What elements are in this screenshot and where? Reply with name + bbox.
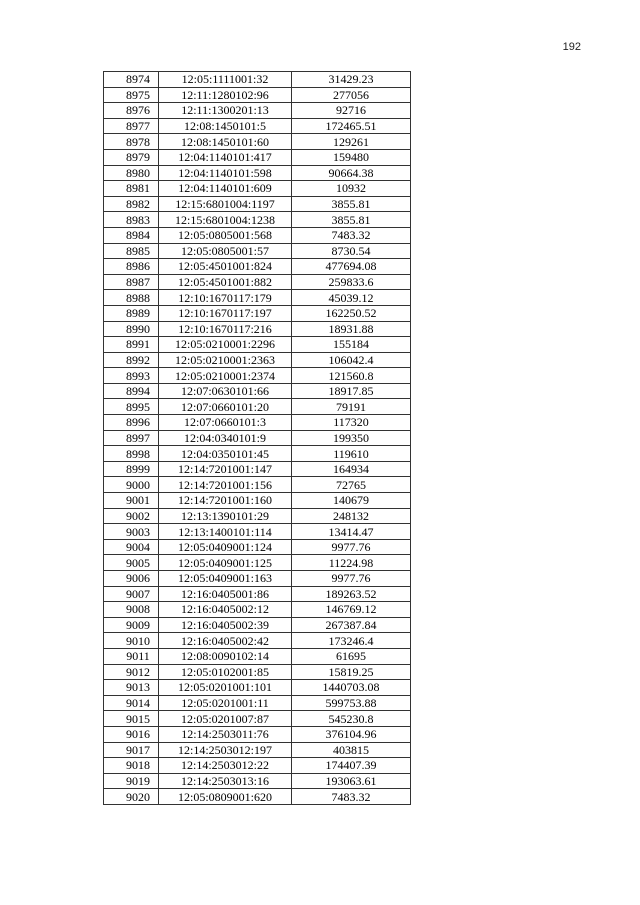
table-row [104,305,411,321]
row-number-cell: 8980 [104,165,159,181]
table-row [104,461,411,477]
value-cell: 11224.98 [292,555,411,571]
cadastral-number-cell: 12:04:1140101:598 [159,165,292,181]
value-cell: 61695 [292,648,411,664]
table-row [104,321,411,337]
cadastral-number-cell: 12:05:4501001:882 [159,274,292,290]
row-number-cell: 8985 [104,243,159,259]
table-row [104,118,411,134]
value-cell: 164934 [292,461,411,477]
row-number-cell: 8976 [104,103,159,119]
cadastral-number-cell: 12:14:7201001:156 [159,477,292,493]
row-number-cell: 8981 [104,181,159,197]
value-cell: 155184 [292,337,411,353]
cadastral-number-cell: 12:05:0809001:620 [159,789,292,805]
value-cell: 3855.81 [292,212,411,228]
row-number-cell: 9005 [104,555,159,571]
table-row [104,243,411,259]
table-row [104,680,411,696]
row-number-cell: 8977 [104,118,159,134]
value-cell: 545230.8 [292,711,411,727]
table-row [104,337,411,353]
row-number-cell: 9007 [104,586,159,602]
cadastral-number-cell: 12:05:0102001:85 [159,664,292,680]
value-cell: 72765 [292,477,411,493]
row-number-cell: 8975 [104,87,159,103]
row-number-cell: 9018 [104,758,159,774]
table-row [104,72,411,88]
table-row [104,773,411,789]
table-row [104,742,411,758]
value-cell: 376104.96 [292,726,411,742]
value-cell: 10932 [292,181,411,197]
table-row [104,555,411,571]
row-number-cell: 8988 [104,290,159,306]
table-row [104,586,411,602]
table-row [104,165,411,181]
row-number-cell: 8982 [104,196,159,212]
table-row [104,477,411,493]
value-cell: 599753.88 [292,695,411,711]
row-number-cell: 8990 [104,321,159,337]
value-cell: 8730.54 [292,243,411,259]
value-cell: 18931.88 [292,321,411,337]
cadastral-number-cell: 12:08:0090102:14 [159,648,292,664]
row-number-cell: 9020 [104,789,159,805]
row-number-cell: 9019 [104,773,159,789]
cadastral-number-cell: 12:14:2503011:76 [159,726,292,742]
value-cell: 9977.76 [292,539,411,555]
table-row [104,87,411,103]
table-row [104,617,411,633]
value-cell: 3855.81 [292,196,411,212]
cadastral-number-cell: 12:16:0405002:12 [159,602,292,618]
row-number-cell: 9004 [104,539,159,555]
value-cell: 121560.8 [292,368,411,384]
cadastral-number-cell: 12:05:0201001:11 [159,695,292,711]
row-number-cell: 9002 [104,508,159,524]
row-number-cell: 9017 [104,742,159,758]
row-number-cell: 8979 [104,149,159,165]
cadastral-number-cell: 12:05:0201001:101 [159,680,292,696]
cadastral-number-cell: 12:16:0405001:86 [159,586,292,602]
row-number-cell: 9015 [104,711,159,727]
row-number-cell: 9010 [104,633,159,649]
row-number-cell: 8984 [104,227,159,243]
value-cell: 117320 [292,415,411,431]
cadastral-number-cell: 12:14:2503012:22 [159,758,292,774]
value-cell: 140679 [292,493,411,509]
table-row [104,493,411,509]
value-cell: 119610 [292,446,411,462]
row-number-cell: 8995 [104,399,159,415]
table-row [104,368,411,384]
table-body [104,72,411,805]
row-number-cell: 8983 [104,212,159,228]
table-row [104,758,411,774]
table-row [104,399,411,415]
table-row [104,726,411,742]
value-cell: 267387.84 [292,617,411,633]
row-number-cell: 8993 [104,368,159,384]
data-table [103,71,411,805]
table-row [104,446,411,462]
value-cell: 189263.52 [292,586,411,602]
cadastral-number-cell: 12:05:0805001:568 [159,227,292,243]
row-number-cell: 8996 [104,415,159,431]
value-cell: 31429.23 [292,72,411,88]
table-row [104,648,411,664]
value-cell: 1440703.08 [292,680,411,696]
value-cell: 79191 [292,399,411,415]
cadastral-number-cell: 12:05:0805001:57 [159,243,292,259]
table-row [104,352,411,368]
cadastral-number-cell: 12:10:1670117:216 [159,321,292,337]
table-row [104,633,411,649]
table-row [104,212,411,228]
table-row [104,539,411,555]
value-cell: 146769.12 [292,602,411,618]
cadastral-number-cell: 12:14:2503013:16 [159,773,292,789]
cadastral-number-cell: 12:07:0630101:66 [159,383,292,399]
row-number-cell: 9006 [104,571,159,587]
value-cell: 92716 [292,103,411,119]
table-row [104,103,411,119]
value-cell: 18917.85 [292,383,411,399]
value-cell: 174407.39 [292,758,411,774]
row-number-cell: 8987 [104,274,159,290]
row-number-cell: 8989 [104,305,159,321]
value-cell: 248132 [292,508,411,524]
table-row [104,571,411,587]
table-row [104,508,411,524]
cadastral-number-cell: 12:15:6801004:1197 [159,196,292,212]
value-cell: 13414.47 [292,524,411,540]
value-cell: 277056 [292,87,411,103]
cadastral-number-cell: 12:14:7201001:160 [159,493,292,509]
value-cell: 173246.4 [292,633,411,649]
row-number-cell: 8992 [104,352,159,368]
row-number-cell: 9009 [104,617,159,633]
table-row [104,524,411,540]
cadastral-number-cell: 12:04:0340101:9 [159,430,292,446]
value-cell: 403815 [292,742,411,758]
row-number-cell: 9011 [104,648,159,664]
row-number-cell: 8978 [104,134,159,150]
cadastral-number-cell: 12:15:6801004:1238 [159,212,292,228]
cadastral-number-cell: 12:08:1450101:5 [159,118,292,134]
cadastral-number-cell: 12:08:1450101:60 [159,134,292,150]
cadastral-number-cell: 12:16:0405002:42 [159,633,292,649]
row-number-cell: 8998 [104,446,159,462]
value-cell: 162250.52 [292,305,411,321]
cadastral-number-cell: 12:04:1140101:609 [159,181,292,197]
value-cell: 199350 [292,430,411,446]
value-cell: 90664.38 [292,165,411,181]
table-row [104,602,411,618]
cadastral-number-cell: 12:05:0210001:2374 [159,368,292,384]
cadastral-number-cell: 12:13:1390101:29 [159,508,292,524]
cadastral-number-cell: 12:11:1280102:96 [159,87,292,103]
value-cell: 259833.6 [292,274,411,290]
value-cell: 159480 [292,149,411,165]
cadastral-number-cell: 12:13:1400101:114 [159,524,292,540]
table-row [104,134,411,150]
cadastral-number-cell: 12:04:1140101:417 [159,149,292,165]
value-cell: 9977.76 [292,571,411,587]
row-number-cell: 8997 [104,430,159,446]
cadastral-number-cell: 12:05:1111001:32 [159,72,292,88]
value-cell: 15819.25 [292,664,411,680]
row-number-cell: 9013 [104,680,159,696]
value-cell: 477694.08 [292,259,411,275]
cadastral-number-cell: 12:05:4501001:824 [159,259,292,275]
table-row [104,711,411,727]
cadastral-number-cell: 12:14:7201001:147 [159,461,292,477]
cadastral-number-cell: 12:07:0660101:3 [159,415,292,431]
value-cell: 129261 [292,134,411,150]
cadastral-number-cell: 12:05:0409001:125 [159,555,292,571]
cadastral-number-cell: 12:05:0409001:163 [159,571,292,587]
table-row [104,181,411,197]
table-row [104,259,411,275]
value-cell: 172465.51 [292,118,411,134]
table-row [104,430,411,446]
value-cell: 193063.61 [292,773,411,789]
row-number-cell: 8991 [104,337,159,353]
value-cell: 106042.4 [292,352,411,368]
cadastral-number-cell: 12:05:0201007:87 [159,711,292,727]
cadastral-number-cell: 12:04:0350101:45 [159,446,292,462]
row-number-cell: 9012 [104,664,159,680]
row-number-cell: 8999 [104,461,159,477]
cadastral-number-cell: 12:11:1300201:13 [159,103,292,119]
table-row [104,227,411,243]
table-row [104,383,411,399]
table-row [104,695,411,711]
table-row [104,149,411,165]
row-number-cell: 9014 [104,695,159,711]
cadastral-number-cell: 12:10:1670117:179 [159,290,292,306]
value-cell: 7483.32 [292,227,411,243]
value-cell: 45039.12 [292,290,411,306]
table-row [104,415,411,431]
cadastral-number-cell: 12:05:0409001:124 [159,539,292,555]
table-row [104,274,411,290]
cadastral-number-cell: 12:16:0405002:39 [159,617,292,633]
row-number-cell: 9001 [104,493,159,509]
row-number-cell: 9008 [104,602,159,618]
cadastral-number-cell: 12:10:1670117:197 [159,305,292,321]
table-row [104,196,411,212]
cadastral-number-cell: 12:07:0660101:20 [159,399,292,415]
table-row [104,290,411,306]
table-row [104,789,411,805]
value-cell: 7483.32 [292,789,411,805]
page-number: 192 [562,41,581,53]
cadastral-number-cell: 12:05:0210001:2296 [159,337,292,353]
table-row [104,664,411,680]
row-number-cell: 9000 [104,477,159,493]
row-number-cell: 8986 [104,259,159,275]
cadastral-number-cell: 12:14:2503012:197 [159,742,292,758]
row-number-cell: 9003 [104,524,159,540]
row-number-cell: 9016 [104,726,159,742]
row-number-cell: 8994 [104,383,159,399]
row-number-cell: 8974 [104,72,159,88]
cadastral-number-cell: 12:05:0210001:2363 [159,352,292,368]
